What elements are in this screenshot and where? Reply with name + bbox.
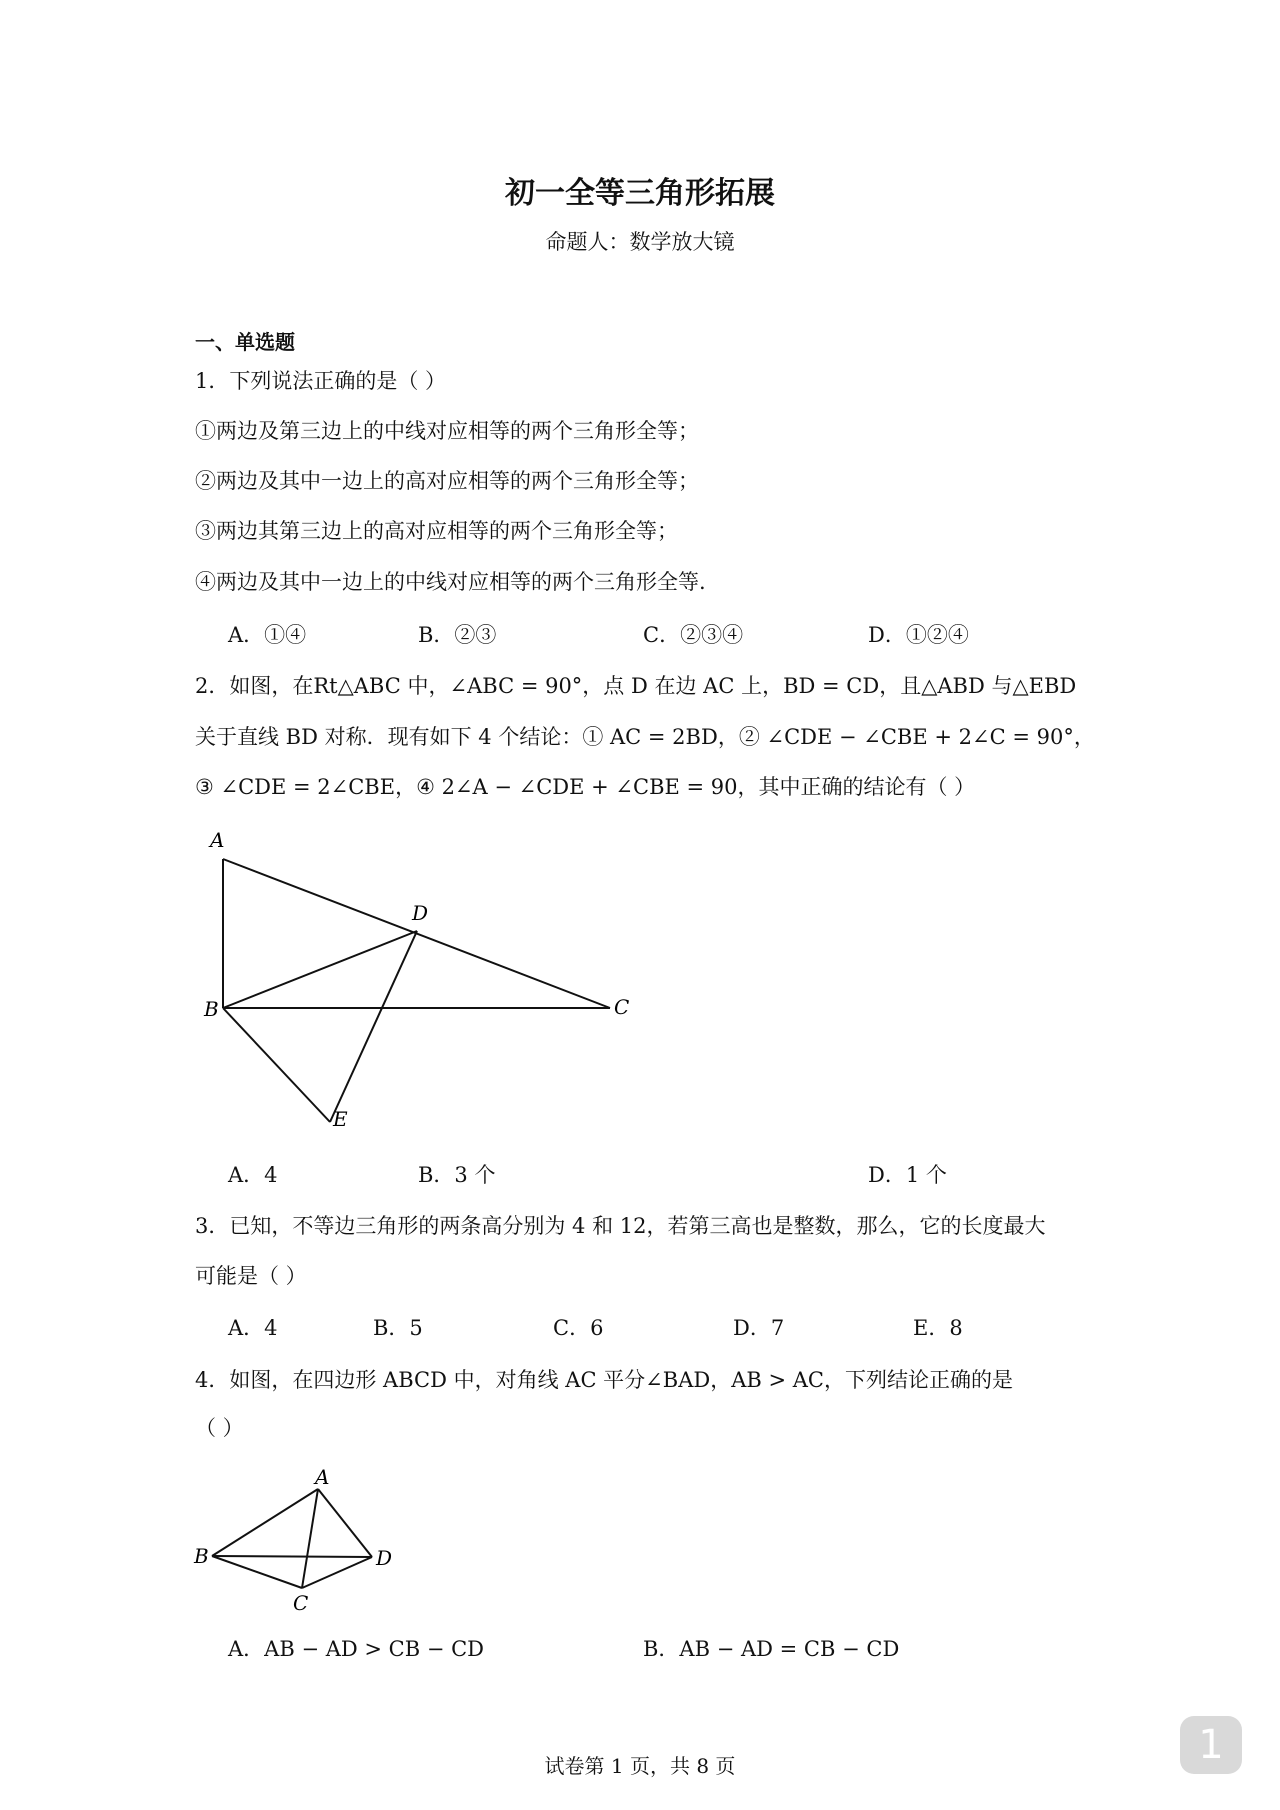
q1-statement-4: ④两边及其中一边上的中线对应相等的两个三角形全等.	[195, 570, 706, 594]
q2-figure-lines	[223, 859, 610, 1122]
q4-figure-lines	[212, 1489, 372, 1588]
q2-label-d: D	[412, 901, 429, 925]
q4-option-a[interactable]: A．AB − AD > CB − CD	[228, 1637, 485, 1661]
q4-label-c: C	[293, 1591, 309, 1615]
q2-figure	[190, 820, 660, 1140]
q3-option-d[interactable]: D．7	[733, 1316, 785, 1340]
q2-label-a: A	[210, 828, 225, 852]
q2-label-b: B	[204, 997, 219, 1021]
section-heading: 一、单选题	[195, 330, 295, 354]
q4-figure	[190, 1462, 410, 1617]
q2-line-3: ③ ∠CDE = 2∠CBE，④ 2∠A − ∠CDE + ∠CBE = 90，其中正确的结论有（ ）	[195, 775, 976, 799]
q3-option-e[interactable]: E．8	[913, 1316, 963, 1340]
q1-option-b[interactable]: B．②③	[418, 623, 497, 647]
q4-line-1: 4．如图，在四边形 ABCD 中，对角线 AC 平分∠BAD，AB > AC，下列结论正确的是	[195, 1368, 1013, 1392]
q3-option-a[interactable]: A．4	[228, 1316, 278, 1340]
q1-statement-2: ②两边及其中一边上的高对应相等的两个三角形全等；	[195, 469, 699, 493]
q2-line-2: 关于直线 BD 对称．现有如下 4 个结论：① AC = 2BD，② ∠CDE − ∠CBE + 2∠C = 90°，	[195, 725, 1095, 749]
q2-label-c: C	[614, 995, 630, 1019]
q4-label-d: D	[376, 1546, 393, 1570]
q4-option-b[interactable]: B．AB − AD = CB − CD	[643, 1637, 900, 1661]
q4-label-b: B	[194, 1544, 209, 1568]
q4-label-a: A	[315, 1465, 330, 1489]
q3-option-c[interactable]: C．6	[553, 1316, 604, 1340]
q3-line-1: 3．已知，不等边三角形的两条高分别为 4 和 12，若第三高也是整数，那么，它的长度最大	[195, 1214, 1046, 1238]
q4-line-2: （ ）	[195, 1416, 244, 1440]
author-line: 命题人：数学放大镜	[545, 230, 735, 254]
q1-option-d[interactable]: D．①②④	[868, 623, 969, 647]
q2-option-b[interactable]: B．3 个	[418, 1163, 496, 1187]
q1-option-c[interactable]: C．②③④	[643, 623, 744, 647]
q1-option-a[interactable]: A．①④	[228, 623, 307, 647]
q3-option-b[interactable]: B．5	[373, 1316, 423, 1340]
q1-stem: 1．下列说法正确的是（ ）	[195, 369, 447, 393]
q3-line-2: 可能是（ ）	[195, 1264, 307, 1288]
q2-line-1: 2．如图，在Rt△ABC 中，∠ABC = 90°，点 D 在边 AC 上，BD = CD，且△ABD 与△EBD	[195, 674, 1077, 698]
q1-statement-3: ③两边其第三边上的高对应相等的两个三角形全等；	[195, 519, 678, 543]
page-number-badge[interactable]: 1	[1180, 1716, 1242, 1774]
q2-label-e: E	[333, 1107, 348, 1131]
q2-option-d[interactable]: D．1 个	[868, 1163, 947, 1187]
q2-option-a[interactable]: A．4	[228, 1163, 278, 1187]
page-title: 初一全等三角形拓展	[505, 176, 775, 211]
q1-statement-1: ①两边及第三边上的中线对应相等的两个三角形全等；	[195, 419, 699, 443]
page-footer: 试卷第 1 页，共 8 页	[544, 1754, 736, 1778]
